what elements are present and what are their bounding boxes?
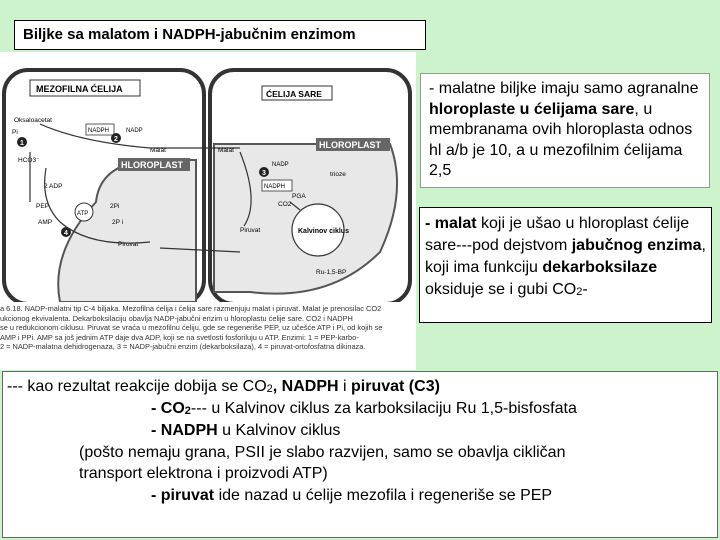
label-pga: PGA	[292, 193, 306, 200]
label-2adp: 2 ADP	[44, 183, 63, 190]
malat-note	[419, 207, 712, 323]
summary-line-2	[151, 398, 577, 422]
label-oksaloacetat: Oksaloacetat	[14, 117, 52, 124]
note1-text-2: , u membranama ovih hloroplasta odnos hl a/b je 10, a u mezofilnim ćelijama 2,5	[429, 100, 693, 179]
caption-line: a 6.18. NADP-malatni tip C-4 biljaka. Mezofilna ćelija i ćelija sare razmenjuju malat i piruvat. Malat je prenosilac CO2	[0, 304, 382, 313]
l3-bold: - NADPH	[151, 422, 218, 439]
enzyme-4: 4	[64, 230, 68, 237]
note2-text-3: oksiduje se i gubi CO	[425, 281, 577, 298]
label-kalvin: Kalvinov ciklus	[298, 228, 349, 235]
caption-line: 2 = NADP-malatna dehidrogenaza, 3 = NADP-jabučni enzim (dekarboksilaza), 4 = piruvat-ortofosfatna dikinaza.	[0, 342, 366, 352]
label-malat-right: Malat	[218, 147, 234, 154]
label-2pi: 2Pi	[110, 203, 120, 210]
l3-text: u Kalvinov ciklus	[217, 422, 341, 439]
pathway-diagram	[0, 52, 416, 302]
label-amp: AMP	[38, 219, 53, 226]
label-atp: ATP	[77, 211, 89, 217]
figure-caption	[0, 304, 412, 352]
note1-text: - malatne biljke imaju samo agranalne	[429, 80, 699, 97]
label-nadph-right: NADPH	[264, 184, 286, 190]
l1-sub: 2	[266, 383, 273, 395]
label-pep: PEP	[36, 203, 50, 210]
l6-text: ide nazad u ćelije mezofila i regeneriše se PEP	[214, 487, 553, 504]
label-rubp: Ru-1,5-BP	[316, 269, 347, 276]
hloroplast-label-left: HLOROPLAST	[121, 160, 183, 170]
label-trioze: trioze	[330, 171, 346, 178]
caption-line: AMP i PPi. AMP sa još jednim ATP daje dva ADP, koji se na svetlosti fosforiluju u ATP. Enzimi: 1 = PEP-karbo-	[0, 332, 359, 342]
enzyme-3: 3	[262, 170, 266, 177]
l1-bold: , NADPH	[272, 378, 339, 395]
l2-bold: - CO	[151, 400, 185, 417]
note1-bold: hloroplaste u ćelijama sare	[429, 100, 635, 118]
label-pi: Pi	[12, 129, 18, 136]
label-piruvat-left: Piruvat	[118, 241, 139, 248]
label-malat-left: Malat	[150, 147, 166, 154]
summary-line-6	[151, 485, 552, 506]
note2-bold-3: dekarboksilaze	[542, 259, 658, 276]
caption-line: ukcionog ekvivalenta. Dekarboksilaciju obavlja NADP-jabučni enzim u hloroplastu ćelije sare. CO2 i NADPH	[0, 313, 353, 323]
label-nadph-left: NADPH	[88, 128, 110, 134]
summary-line-4: (pošto nemaju grana, PSII je slabo razvijen, samo se obavlja cikličan	[79, 444, 566, 461]
c4-pathway-figure	[0, 52, 416, 370]
note2-text-1: koji je ušao u hloroplast ćelije sare---pod dejstvom	[425, 215, 690, 254]
chloroplast-note	[420, 73, 710, 188]
l6-bold: - piruvat	[151, 487, 215, 504]
hloroplast-label-right: HLOROPLAST	[319, 140, 381, 150]
note2-sub: 2	[576, 286, 583, 298]
note2-bold-1: - malat	[425, 215, 477, 232]
label-hco3: HCO3⁻	[18, 157, 40, 164]
summary-line-1	[7, 376, 440, 400]
l1-text-2: i	[338, 378, 352, 395]
label-nadp-right: NADP	[272, 162, 289, 168]
l1-bold-2: piruvat (C3)	[351, 378, 440, 395]
summary-line-5: transport elektrona i proizvodi ATP)	[79, 465, 328, 482]
caption-line: se u redukcionom ciklusu. Piruvat se vraća u mezofilnu ćeliju, gde se regeneriše PEP, uz učešće ATP i Pi, od kojih se	[0, 323, 383, 333]
mezofil-header: MEZOFILNA ĆELIJA	[36, 84, 123, 94]
note2-text-4: -	[582, 281, 588, 298]
label-co2: CO2	[278, 201, 292, 208]
enzyme-1: 1	[20, 140, 24, 147]
l1-text: --- kao rezultat reakcije dobija se CO	[7, 378, 267, 395]
enzyme-2: 2	[114, 136, 118, 143]
l2-text: --- u Kalvinov ciklus za karboksilaciju Ru 1,5-bisfosfata	[190, 400, 577, 417]
summary-line-3	[151, 420, 340, 441]
l2-sub: 2	[184, 405, 191, 417]
slide-title: Biljke sa malatom i NADPH-jabučnim enzimom	[14, 20, 426, 50]
label-ppi: 2P i	[112, 219, 124, 226]
sare-header: ĆELIJA SARE	[266, 89, 322, 99]
result-summary	[2, 371, 718, 538]
note2-bold-2: jabučnog enzima	[571, 237, 702, 254]
label-nadp-left: NADP	[126, 128, 143, 134]
note2-text-2: , koji ima funkciju	[425, 237, 706, 276]
label-piruvat-right: Piruvat	[240, 227, 261, 234]
